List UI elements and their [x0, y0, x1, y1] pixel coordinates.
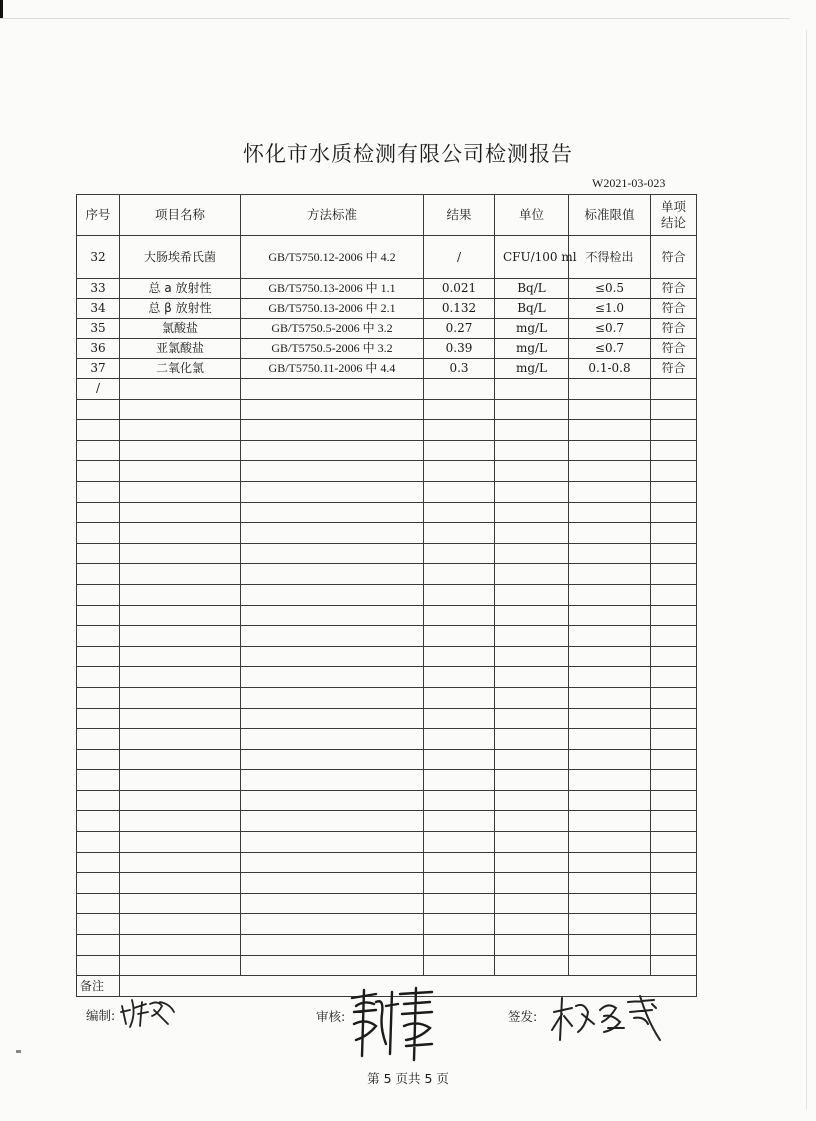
empty-cell	[569, 667, 651, 688]
empty-cell	[651, 893, 697, 914]
empty-cell	[495, 626, 569, 647]
empty-cell	[569, 440, 651, 461]
empty-table-row	[77, 584, 697, 605]
empty-cell	[424, 481, 495, 502]
empty-cell	[241, 708, 424, 729]
empty-cell	[651, 667, 697, 688]
empty-cell	[651, 770, 697, 791]
empty-cell	[120, 955, 241, 976]
empty-cell	[495, 461, 569, 482]
empty-cell	[424, 708, 495, 729]
empty-cell	[120, 605, 241, 626]
empty-cell	[241, 790, 424, 811]
empty-table-row	[77, 399, 697, 420]
empty-cell	[424, 955, 495, 976]
empty-cell	[241, 399, 424, 420]
empty-cell	[241, 564, 424, 585]
cell-limit: 0.1-0.8	[569, 359, 651, 379]
table-row	[77, 279, 697, 299]
cell-limit: ≤0.5	[569, 279, 651, 299]
empty-table-row	[77, 770, 697, 791]
empty-table-row	[77, 749, 697, 770]
empty-cell	[241, 481, 424, 502]
empty-cell	[77, 502, 120, 523]
empty-cell	[495, 770, 569, 791]
page-footer: 第 5 页共 5 页	[367, 1071, 449, 1086]
empty-cell	[241, 729, 424, 750]
empty-cell	[241, 543, 424, 564]
cell-method: GB/T5750.11-2006 中 4.4	[241, 359, 424, 379]
cell-no: 34	[77, 299, 120, 319]
cell-item-name: 总 β 放射性	[120, 299, 241, 319]
empty-cell	[424, 811, 495, 832]
empty-cell	[77, 461, 120, 482]
cell-conclusion: 符合	[651, 279, 697, 299]
empty-cell	[495, 502, 569, 523]
empty-cell	[120, 852, 241, 873]
empty-cell	[77, 687, 120, 708]
empty-cell	[241, 873, 424, 894]
scan-edge-mark	[0, 0, 3, 18]
empty-table-row	[77, 461, 697, 482]
empty-cell	[241, 955, 424, 976]
empty-table-row	[77, 708, 697, 729]
empty-table-row	[77, 687, 697, 708]
empty-table-row	[77, 790, 697, 811]
empty-cell	[651, 420, 697, 441]
empty-table-row	[77, 935, 697, 956]
empty-cell	[77, 729, 120, 750]
empty-cell	[120, 523, 241, 544]
empty-cell	[120, 790, 241, 811]
empty-cell	[120, 873, 241, 894]
reviewed-label: 审核:	[316, 1009, 346, 1024]
empty-cell	[77, 523, 120, 544]
empty-cell	[77, 935, 120, 956]
empty-table-row	[77, 667, 697, 688]
empty-cell	[120, 502, 241, 523]
empty-cell	[77, 955, 120, 976]
empty-table-row	[77, 852, 697, 873]
header-limit: 标准限值	[569, 195, 651, 236]
cell-limit: ≤0.7	[569, 339, 651, 359]
empty-cell	[495, 667, 569, 688]
empty-cell	[77, 481, 120, 502]
empty-cell	[77, 646, 120, 667]
cell-unit: Bq/L	[495, 279, 569, 299]
empty-table-row	[77, 605, 697, 626]
empty-cell	[77, 852, 120, 873]
empty-cell	[651, 687, 697, 708]
empty-cell	[241, 626, 424, 647]
empty-cell	[495, 811, 569, 832]
empty-cell	[495, 440, 569, 461]
empty-cell	[651, 502, 697, 523]
table-row	[77, 359, 697, 379]
cell-method: GB/T5750.13-2006 中 1.1	[241, 279, 424, 299]
empty-cell	[241, 605, 424, 626]
empty-cell	[77, 626, 120, 647]
cell-unit: mg/L	[495, 339, 569, 359]
empty-cell	[651, 935, 697, 956]
cell-item-name: 氯酸盐	[120, 319, 241, 339]
empty-cell	[495, 481, 569, 502]
empty-cell	[424, 605, 495, 626]
cell-no: 33	[77, 279, 120, 299]
empty-cell	[569, 481, 651, 502]
empty-cell	[495, 852, 569, 873]
empty-cell	[77, 749, 120, 770]
prepared-label: 编制:	[86, 1008, 116, 1023]
empty-cell	[495, 399, 569, 420]
empty-cell	[569, 399, 651, 420]
empty-cell	[651, 605, 697, 626]
cell-result: 0.3	[424, 359, 495, 379]
empty-table-row	[77, 502, 697, 523]
empty-cell	[424, 440, 495, 461]
empty-cell	[569, 770, 651, 791]
empty-cell	[495, 646, 569, 667]
empty-cell	[569, 687, 651, 708]
empty-cell	[569, 852, 651, 873]
empty-table-row	[77, 523, 697, 544]
scan-speck	[16, 1050, 21, 1053]
cell-limit: ≤1.0	[569, 299, 651, 319]
table-header-row	[77, 195, 697, 236]
empty-cell	[241, 667, 424, 688]
scan-edge-line	[806, 30, 807, 1110]
empty-cell	[569, 832, 651, 853]
cell-unit: CFU/100 ml	[495, 236, 569, 279]
empty-cell	[569, 523, 651, 544]
empty-cell	[569, 584, 651, 605]
empty-cell	[424, 564, 495, 585]
empty-cell	[651, 852, 697, 873]
empty-table-row	[77, 914, 697, 935]
cell-method: GB/T5750.5-2006 中 3.2	[241, 319, 424, 339]
empty-table-row	[77, 873, 697, 894]
empty-cell	[77, 399, 120, 420]
empty-cell	[495, 935, 569, 956]
empty-table-row	[77, 729, 697, 750]
cell-no: 35	[77, 319, 120, 339]
empty-cell	[77, 873, 120, 894]
cell-no: 37	[77, 359, 120, 379]
table-row	[77, 236, 697, 279]
empty-cell	[241, 502, 424, 523]
empty-cell	[241, 646, 424, 667]
empty-table-row	[77, 893, 697, 914]
empty-table-row	[77, 832, 697, 853]
empty-cell	[569, 626, 651, 647]
empty-cell	[120, 626, 241, 647]
empty-cell	[424, 914, 495, 935]
empty-cell	[120, 770, 241, 791]
empty-cell	[77, 770, 120, 791]
reviewed-signature-handwriting	[346, 984, 438, 1064]
empty-cell	[495, 729, 569, 750]
empty-cell	[424, 543, 495, 564]
empty-cell	[424, 646, 495, 667]
empty-cell	[77, 667, 120, 688]
cell-no: 32	[77, 236, 120, 279]
empty-cell	[241, 440, 424, 461]
empty-cell	[495, 687, 569, 708]
empty-cell	[77, 708, 120, 729]
table-row-end-mark	[77, 379, 697, 400]
empty-cell	[424, 584, 495, 605]
results-table	[76, 194, 697, 997]
cell-limit: 不得检出	[569, 236, 651, 279]
empty-cell	[77, 584, 120, 605]
cell-conclusion: 符合	[651, 359, 697, 379]
empty-cell	[241, 523, 424, 544]
empty-cell	[120, 461, 241, 482]
empty-cell	[77, 914, 120, 935]
empty-cell	[424, 420, 495, 441]
empty-table-row	[77, 481, 697, 502]
empty-cell	[495, 564, 569, 585]
scan-edge-line	[0, 18, 790, 19]
empty-cell	[120, 481, 241, 502]
empty-cell	[77, 564, 120, 585]
header-item-name: 项目名称	[120, 195, 241, 236]
empty-cell	[651, 729, 697, 750]
empty-cell	[424, 832, 495, 853]
cell-method: GB/T5750.5-2006 中 3.2	[241, 339, 424, 359]
empty-cell	[424, 749, 495, 770]
empty-cell	[241, 935, 424, 956]
header-method: 方法标准	[241, 195, 424, 236]
empty-cell	[569, 873, 651, 894]
empty-cell	[651, 564, 697, 585]
empty-cell	[651, 955, 697, 976]
empty-cell	[651, 626, 697, 647]
empty-cell	[241, 770, 424, 791]
empty-cell	[241, 811, 424, 832]
notes-label: 备注	[77, 976, 120, 997]
empty-cell	[569, 749, 651, 770]
cell-result: 0.27	[424, 319, 495, 339]
cell-conclusion: 符合	[651, 339, 697, 359]
empty-cell	[651, 790, 697, 811]
cell-unit: Bq/L	[495, 299, 569, 319]
empty-cell	[120, 420, 241, 441]
cell-no: 36	[77, 339, 120, 359]
empty-cell	[120, 646, 241, 667]
empty-cell	[424, 523, 495, 544]
empty-cell	[241, 749, 424, 770]
empty-cell	[241, 852, 424, 873]
cell-conclusion: 符合	[651, 299, 697, 319]
empty-cell	[424, 873, 495, 894]
approved-label: 签发:	[508, 1009, 538, 1024]
empty-cell	[241, 687, 424, 708]
empty-cell	[651, 646, 697, 667]
empty-cell	[569, 420, 651, 441]
empty-cell	[241, 832, 424, 853]
report-number: W2021-03-023	[592, 176, 666, 190]
empty-cell	[241, 893, 424, 914]
empty-cell	[120, 687, 241, 708]
empty-cell	[424, 852, 495, 873]
empty-cell	[120, 708, 241, 729]
empty-cell	[495, 873, 569, 894]
empty-cell	[424, 461, 495, 482]
empty-cell	[569, 955, 651, 976]
empty-cell	[651, 811, 697, 832]
cell-unit: mg/L	[495, 319, 569, 339]
empty-cell	[77, 543, 120, 564]
cell-method: GB/T5750.13-2006 中 2.1	[241, 299, 424, 319]
empty-cell	[241, 914, 424, 935]
empty-cell	[120, 749, 241, 770]
empty-cell	[569, 914, 651, 935]
cell-result: /	[424, 236, 495, 279]
empty-table-row	[77, 564, 697, 585]
empty-cell	[77, 811, 120, 832]
empty-table-row	[77, 955, 697, 976]
empty-cell	[495, 790, 569, 811]
empty-table-row	[77, 420, 697, 441]
empty-cell	[569, 564, 651, 585]
empty-cell	[120, 667, 241, 688]
empty-cell	[77, 790, 120, 811]
empty-cell	[120, 729, 241, 750]
empty-cell	[424, 893, 495, 914]
empty-cell	[241, 420, 424, 441]
empty-cell	[424, 687, 495, 708]
empty-cell	[495, 523, 569, 544]
header-conclusion: 单项结论	[651, 195, 697, 236]
empty-cell	[569, 543, 651, 564]
empty-cell	[424, 729, 495, 750]
cell-unit: mg/L	[495, 359, 569, 379]
empty-cell	[495, 955, 569, 976]
empty-cell	[424, 935, 495, 956]
cell-item-name: 亚氯酸盐	[120, 339, 241, 359]
empty-cell	[120, 399, 241, 420]
empty-cell	[424, 667, 495, 688]
cell-method: GB/T5750.12-2006 中 4.2	[241, 236, 424, 279]
empty-cell	[569, 708, 651, 729]
empty-cell	[651, 914, 697, 935]
empty-cell	[495, 914, 569, 935]
table-row	[77, 339, 697, 359]
empty-cell	[651, 832, 697, 853]
cell-result: 0.132	[424, 299, 495, 319]
empty-table-row	[77, 646, 697, 667]
empty-cell	[569, 935, 651, 956]
header-result: 结果	[424, 195, 495, 236]
cell-item-name: 大肠埃希氏菌	[120, 236, 241, 279]
empty-cell	[495, 749, 569, 770]
empty-cell	[120, 584, 241, 605]
empty-cell	[120, 893, 241, 914]
header-no: 序号	[77, 195, 120, 236]
empty-cell	[241, 584, 424, 605]
cell-conclusion: 符合	[651, 319, 697, 339]
empty-cell	[424, 790, 495, 811]
empty-cell	[424, 399, 495, 420]
empty-cell	[651, 873, 697, 894]
empty-cell	[651, 584, 697, 605]
header-unit: 单位	[495, 195, 569, 236]
empty-cell	[569, 729, 651, 750]
empty-cell	[569, 461, 651, 482]
empty-table-row	[77, 811, 697, 832]
table-row	[77, 299, 697, 319]
empty-cell	[651, 399, 697, 420]
empty-cell	[495, 543, 569, 564]
empty-cell	[651, 481, 697, 502]
empty-cell	[424, 626, 495, 647]
empty-cell	[77, 893, 120, 914]
empty-cell	[569, 646, 651, 667]
cell-conclusion: 符合	[651, 236, 697, 279]
empty-cell	[77, 420, 120, 441]
empty-cell	[651, 523, 697, 544]
table-row	[77, 319, 697, 339]
empty-cell	[120, 564, 241, 585]
empty-cell	[495, 893, 569, 914]
report-title: 怀化市水质检测有限公司检测报告	[243, 142, 573, 166]
empty-cell	[651, 543, 697, 564]
empty-cell	[77, 832, 120, 853]
empty-cell	[495, 708, 569, 729]
cell-item-name: 总 a 放射性	[120, 279, 241, 299]
empty-cell	[495, 584, 569, 605]
empty-cell	[120, 543, 241, 564]
cell-result: 0.39	[424, 339, 495, 359]
empty-cell	[495, 420, 569, 441]
empty-table-row	[77, 543, 697, 564]
empty-cell	[241, 461, 424, 482]
empty-cell	[77, 605, 120, 626]
empty-cell	[495, 605, 569, 626]
empty-cell	[651, 461, 697, 482]
empty-cell	[120, 440, 241, 461]
empty-table-row	[77, 440, 697, 461]
empty-cell	[569, 790, 651, 811]
empty-cell	[569, 811, 651, 832]
cell-end-mark: /	[77, 379, 120, 400]
empty-cell	[495, 832, 569, 853]
cell-result: 0.021	[424, 279, 495, 299]
empty-cell	[77, 440, 120, 461]
empty-cell	[120, 935, 241, 956]
empty-cell	[651, 440, 697, 461]
empty-cell	[651, 749, 697, 770]
empty-cell	[120, 832, 241, 853]
empty-table-row	[77, 626, 697, 647]
cell-limit: ≤0.7	[569, 319, 651, 339]
empty-cell	[651, 708, 697, 729]
empty-cell	[569, 605, 651, 626]
prepared-signature-handwriting	[118, 994, 178, 1030]
empty-cell	[120, 811, 241, 832]
empty-cell	[424, 502, 495, 523]
empty-cell	[569, 502, 651, 523]
approved-signature-handwriting	[548, 992, 666, 1048]
empty-cell	[424, 770, 495, 791]
empty-cell	[120, 914, 241, 935]
cell-item-name: 二氧化氯	[120, 359, 241, 379]
empty-cell	[569, 893, 651, 914]
